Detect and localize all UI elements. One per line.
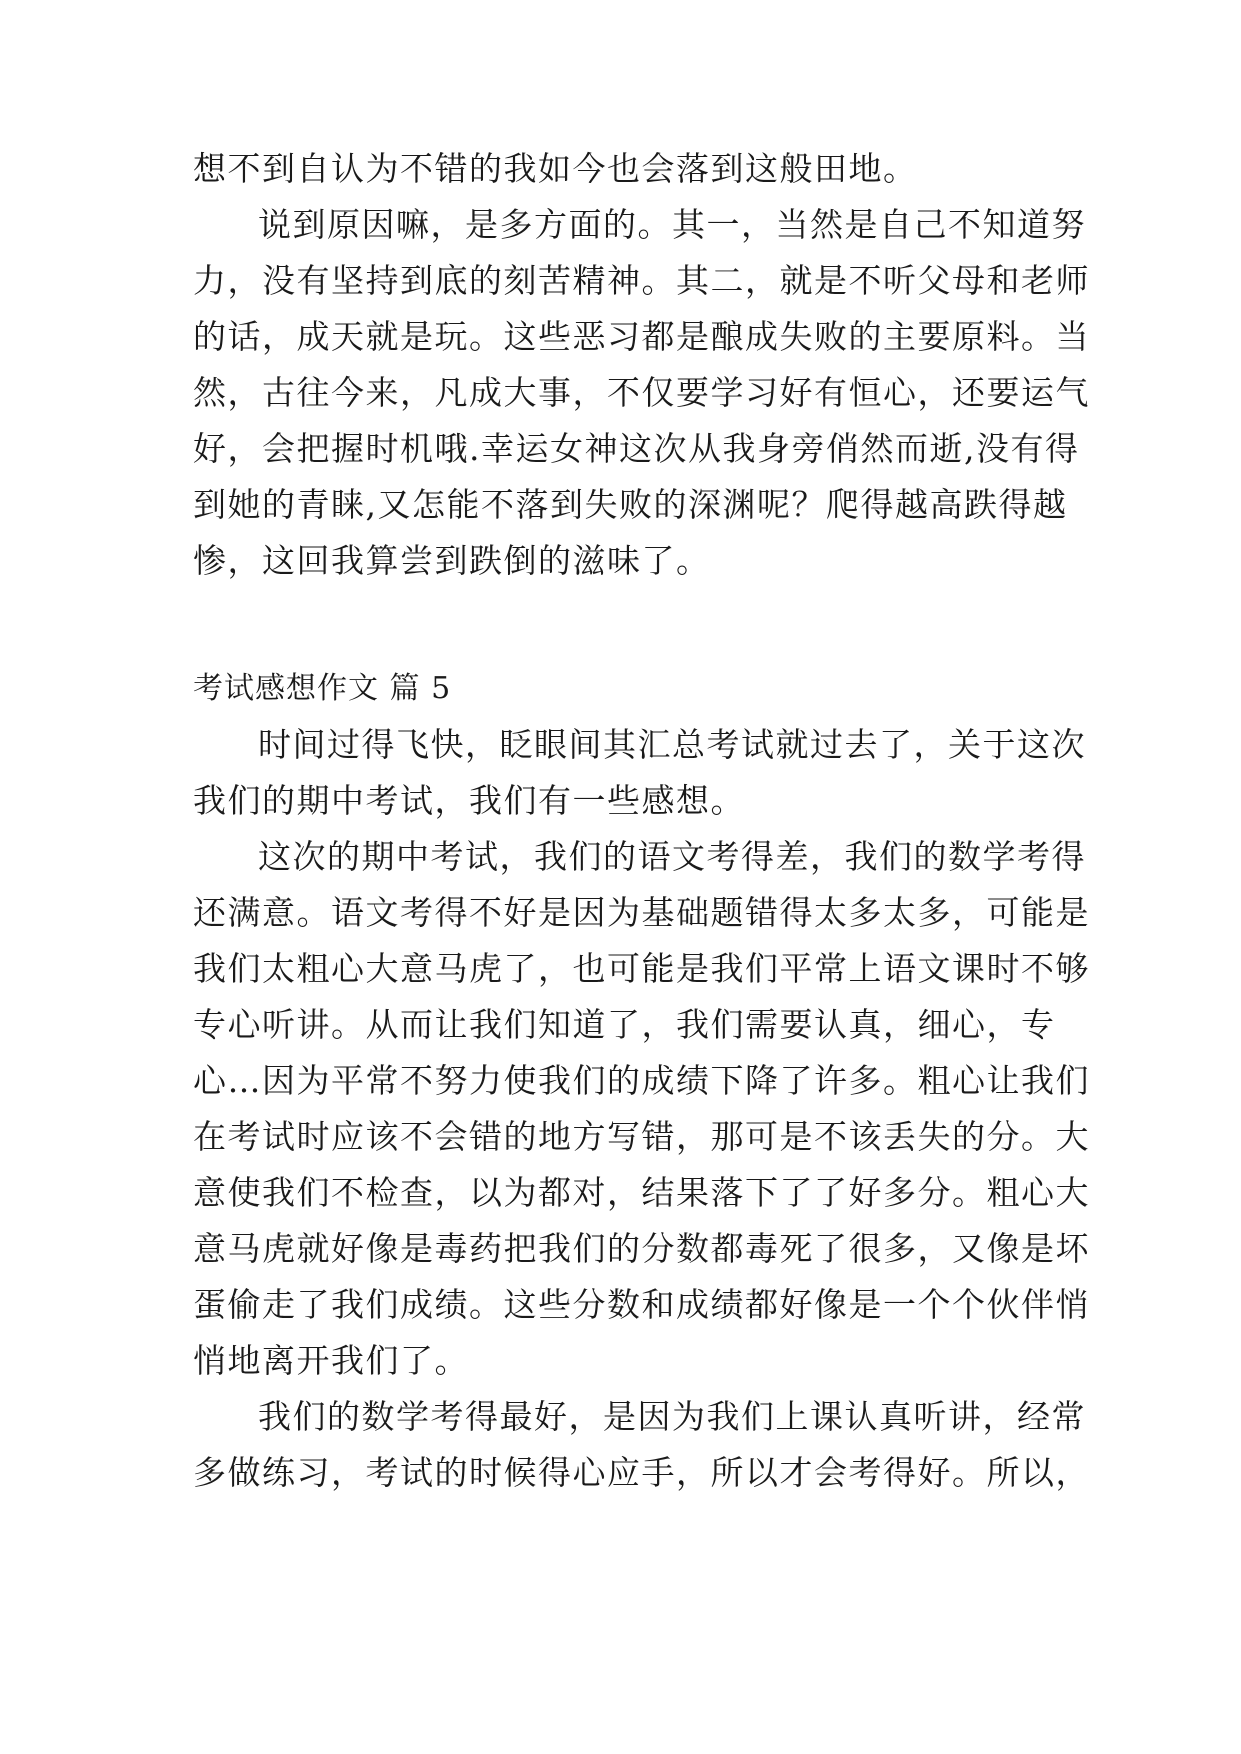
- paragraph-line: 然，古往今来，凡成大事，不仅要学习好有恒心，还要运气: [193, 373, 1090, 412]
- paragraph-line: 的话，成天就是玩。这些恶习都是酿成失败的主要原料。当: [193, 317, 1090, 356]
- paragraph-line: 还满意。语文考得不好是因为基础题错得太多太多，可能是: [193, 893, 1090, 932]
- paragraph-line: 力，没有坚持到底的刻苦精神。其二，就是不听父母和老师: [193, 261, 1090, 300]
- paragraph-line: 到她的青睐,又怎能不落到失败的深渊呢？爬得越高跌得越: [193, 485, 1068, 524]
- paragraph-line: 这次的期中考试，我们的语文考得差，我们的数学考得: [258, 837, 1086, 876]
- paragraph-line: 惨，这回我算尝到跌倒的滋味了。: [193, 541, 711, 580]
- paragraph-line: 说到原因嘛，是多方面的。其一，当然是自己不知道努: [258, 205, 1086, 244]
- paragraph-line: 我们太粗心大意马虎了，也可能是我们平常上语文课时不够: [193, 949, 1090, 988]
- paragraph-line: 多做练习，考试的时候得心应手，所以才会考得好。所以，: [193, 1453, 1090, 1492]
- paragraph-line: 意马虎就好像是毒药把我们的分数都毒死了很多，又像是坏: [193, 1229, 1090, 1268]
- paragraph-line: 悄地离开我们了。: [193, 1341, 469, 1380]
- paragraph-line: 心…因为平常不努力使我们的成绩下降了许多。粗心让我们: [193, 1061, 1090, 1100]
- paragraph-line: 我们的数学考得最好，是因为我们上课认真听讲，经常: [258, 1397, 1086, 1436]
- paragraph-line: 意使我们不检查，以为都对，结果落下了了好多分。粗心大: [193, 1173, 1090, 1212]
- paragraph-line: 我们的期中考试，我们有一些感想。: [193, 781, 745, 820]
- section-heading: 考试感想作文 篇 5: [193, 671, 452, 706]
- intro-line: 想不到自认为不错的我如今也会落到这般田地。: [193, 149, 918, 188]
- paragraph-line: 好，会把握时机哦.幸运女神这次从我身旁俏然而逝,没有得: [193, 429, 1080, 468]
- paragraph-line: 时间过得飞快，眨眼间其汇总考试就过去了，关于这次: [258, 725, 1086, 764]
- paragraph-line: 在考试时应该不会错的地方写错，那可是不该丢失的分。大: [193, 1117, 1090, 1156]
- paragraph-line: 蛋偷走了我们成绩。这些分数和成绩都好像是一个个伙伴悄: [193, 1285, 1090, 1324]
- paragraph-line: 专心听讲。从而让我们知道了，我们需要认真，细心，专: [193, 1005, 1056, 1044]
